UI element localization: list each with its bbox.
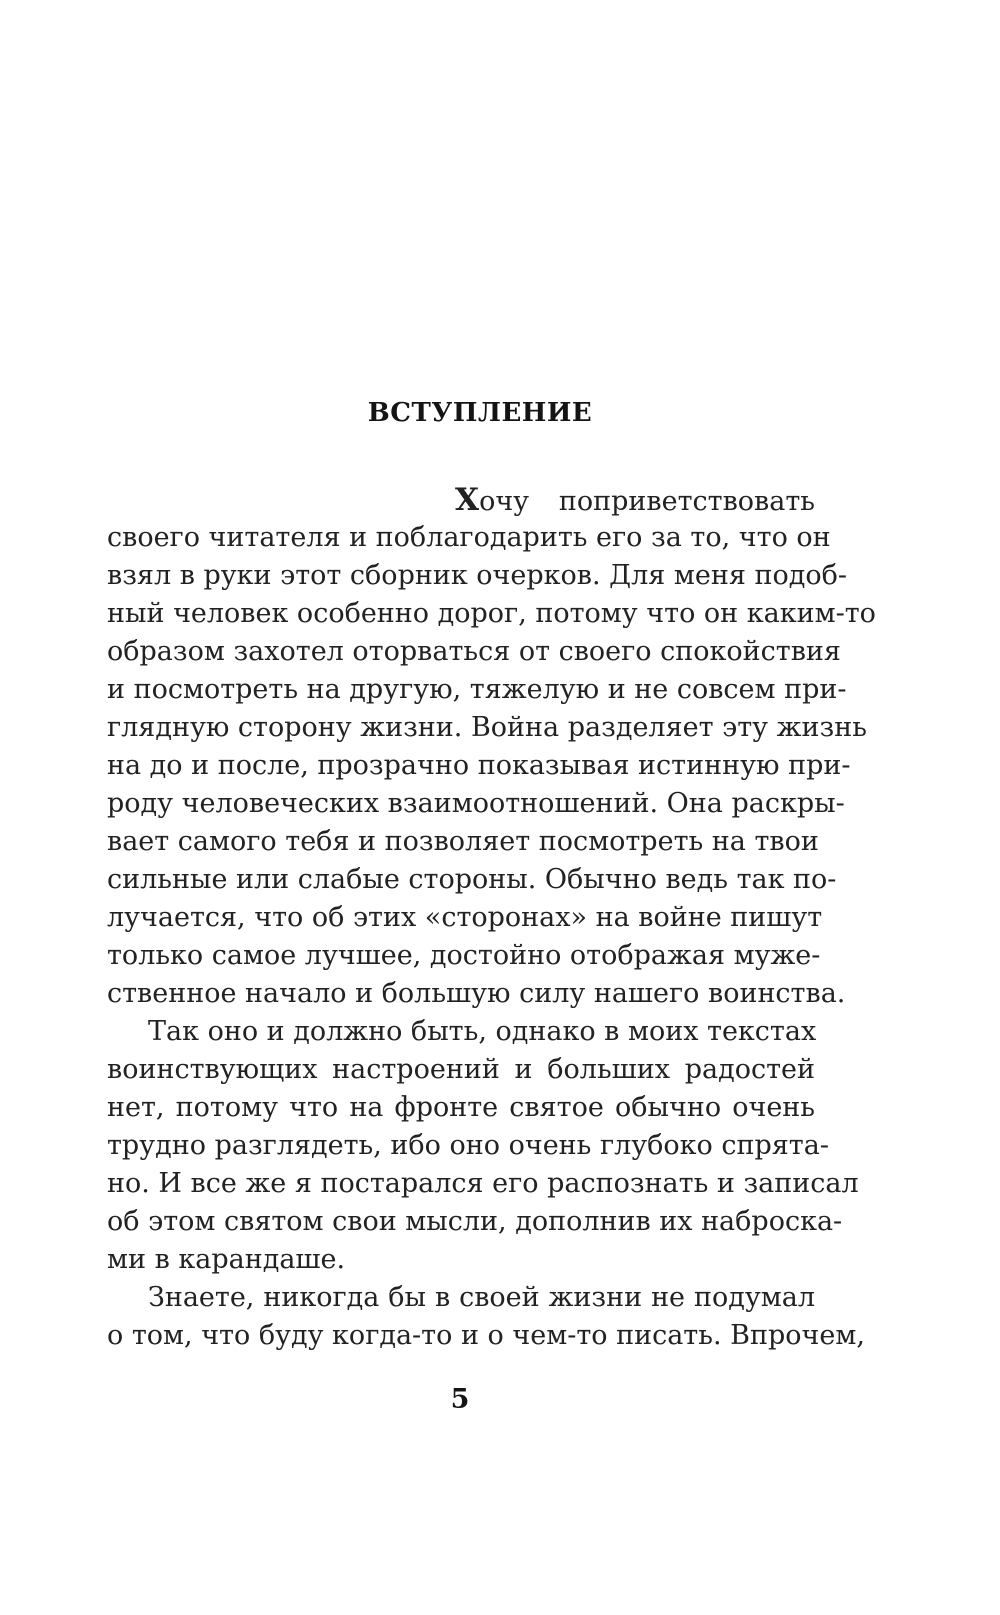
- text-line: ственное начало и большую силу нашего воинства.: [107, 978, 846, 1009]
- text-line: только самое лучшее, достойно отображая муже-: [107, 940, 821, 971]
- text-line: своего читателя и поблагодарить его за то, что он: [107, 522, 831, 553]
- text-line: об этом святом свои мысли, дополнив их наброска-: [107, 1206, 843, 1237]
- text-line: сильные или слабые стороны. Обычно ведь так по-: [107, 864, 837, 895]
- text-line: ный человек особенно дорог, потому что он каким-то: [107, 598, 876, 629]
- drop-cap: Х: [455, 482, 480, 518]
- text-line: вает самого тебя и позволяет посмотреть на твои: [107, 826, 819, 857]
- text-line: на до и после, прозрачно показывая истинную при-: [107, 750, 851, 781]
- text-line: нет, потому что на фронте святое обычно очень: [107, 1092, 815, 1123]
- text-line: глядную сторону жизни. Война разделяет эту жизнь: [107, 712, 867, 743]
- text-line: лучается, что об этих «сторонах» на войне пишут: [107, 902, 823, 933]
- text-line: Знаете, никогда бы в своей жизни не подумал: [148, 1282, 815, 1313]
- text-line: Так оно и должно быть, однако в моих текстах: [148, 1016, 817, 1047]
- text-line: образом захотел оторваться от своего спокойствия: [107, 636, 841, 667]
- text-line: трудно разглядеть, ибо оно очень глубоко спрята-: [107, 1130, 829, 1161]
- text-line: Хочу поприветствовать: [455, 482, 815, 518]
- text-line: о том, что буду когда-то и о чем-то писать. Впрочем,: [107, 1320, 865, 1351]
- text-line: ми в карандаше.: [107, 1244, 346, 1275]
- page-number: 5: [450, 1384, 470, 1415]
- text-line: но. И все же я постарался его распознать и записал: [107, 1168, 859, 1199]
- text-line: воинствующих настроений и больших радостей: [107, 1054, 815, 1085]
- text-line: роду человеческих взаимоотношений. Она раскры-: [107, 788, 845, 819]
- chapter-heading: ВСТУПЛЕНИЕ: [367, 398, 593, 428]
- text-line: взял в руки этот сборник очерков. Для меня подоб-: [107, 560, 847, 591]
- text-line: и посмотреть на другую, тяжелую и не совсем при-: [107, 674, 847, 705]
